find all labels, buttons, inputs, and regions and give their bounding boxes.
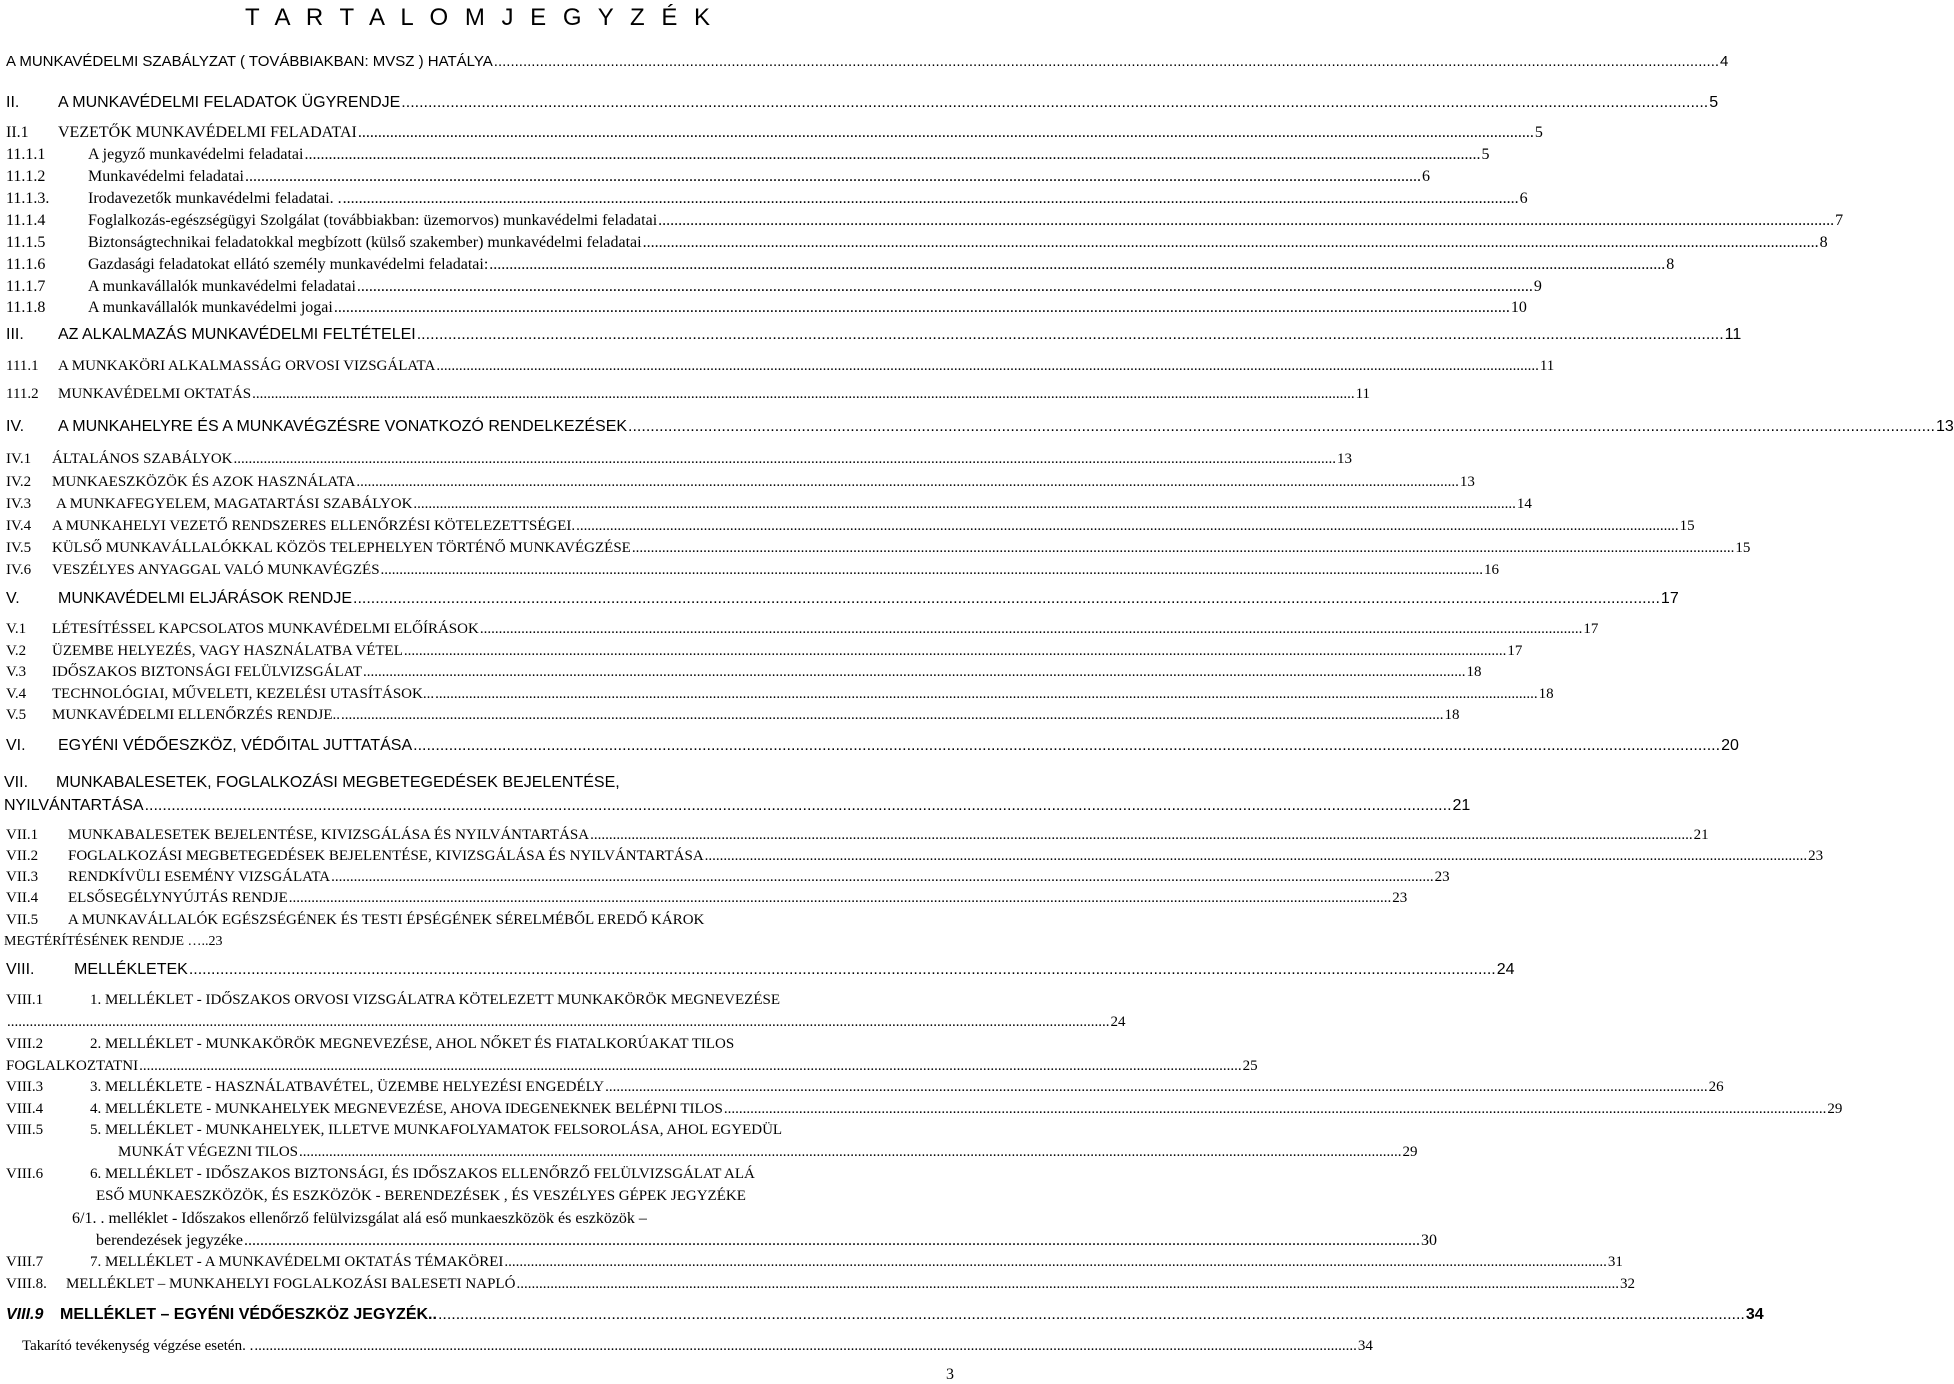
toc-entry[interactable] [6, 496, 1532, 513]
toc-entry-page: 26 [1708, 1079, 1724, 1095]
leader-dots [413, 737, 1720, 755]
leader-dots [413, 496, 1516, 513]
toc-entry-title: MUNKABALESETEK BEJELENTÉSE, KIVIZSGÁLÁSA ÉS NYILVÁNTARTÁSA [68, 827, 590, 843]
leader-dots [401, 94, 1708, 112]
toc-entry-title: MELLÉKLET – MUNKAHELYI FOGLALKOZÁSI BALESETI NAPLÓ [66, 1276, 516, 1292]
toc-entry-number: VII. [4, 774, 29, 791]
toc-entry-number: IV.3 [6, 496, 32, 512]
toc-entry-title: 7. MELLÉKLET - A MUNKAVÉDELMI OKTATÁS TÉMAKÖREI [90, 1254, 504, 1270]
toc-entry-title: MUNKAESZKÖZÖK ÉS AZOK HASZNÁLATA [52, 474, 356, 490]
toc-entry-number: VIII. [6, 961, 35, 978]
leader-dots [289, 890, 1392, 907]
toc-entry-number: V.1 [6, 621, 27, 637]
leader-dots [139, 1058, 1242, 1075]
toc-entry[interactable] [6, 1254, 1623, 1271]
toc-entry-title: MUNKAVÉDELMI OKTATÁS [58, 386, 252, 402]
leader-dots [363, 664, 1466, 681]
toc-entry-page: 30 [1421, 1232, 1438, 1249]
leader-dots [331, 869, 1434, 886]
toc-entry-continuation[interactable] [4, 797, 1471, 815]
toc-entry-page: 34 [1357, 1338, 1373, 1354]
toc-entry-page: 15 [1679, 518, 1695, 534]
toc-entry[interactable] [6, 562, 1500, 579]
leader-dots [254, 1338, 1357, 1355]
toc-entry-title: LÉTESÍTÉSSEL KAPCSOLATOS MUNKAVÉDELMI ELŐÍRÁSOK [52, 621, 479, 637]
toc-entry-title: MUNKAVÉDELMI ELLENŐRZÉS RENDJE.. [52, 707, 341, 723]
toc-entry-number: V. [6, 590, 20, 607]
toc-entry-title: FOGLALKOZÁSI MEGBETEGEDÉSEK BEJELENTÉSE, KIVIZSGÁLÁSA ÉS NYILVÁNTARTÁSA [68, 848, 704, 864]
toc-entry[interactable] [6, 326, 1742, 344]
leader-dots [356, 474, 1459, 491]
leader-dots [404, 643, 1507, 660]
toc-entry-page: 5 [1481, 146, 1490, 163]
leader-dots [436, 358, 1539, 375]
toc-entry-title: EGYÉNI VÉDŐESZKÖZ, VÉDŐITAL JUTTATÁSA [58, 737, 413, 754]
toc-entry-page: 34 [1745, 1306, 1764, 1323]
toc-entry-title: 2. MELLÉKLET - MUNKAKÖRÖK MEGNEVEZÉSE, AHOL NŐKET ÉS FIATALKORÚAKAT TILOS [90, 1036, 735, 1052]
leader-dots [632, 540, 1735, 557]
toc-entry-number: 111.1 [6, 358, 39, 374]
toc-entry[interactable] [6, 358, 1555, 375]
toc-entry-number: 11.1.6 [6, 256, 46, 273]
toc-entry-title: ELSŐSEGÉLYNYÚJTÁS RENDJE [68, 890, 288, 906]
toc-entry-number: VII.3 [6, 869, 39, 885]
toc-entry[interactable] [6, 386, 1371, 403]
toc-entry[interactable] [6, 168, 1430, 186]
toc-entry[interactable] [6, 643, 1523, 660]
toc-entry-number: VIII.3 [6, 1079, 44, 1095]
toc-entry-page: 18 [1466, 664, 1482, 680]
toc-entry-title: Irodavezetők munkavédelmi feladatai. . [88, 190, 342, 207]
toc-entry-number: IV.5 [6, 540, 32, 556]
toc-entry-number: II. [6, 94, 20, 111]
toc-entry-title: A MUNKAVÉDELMI FELADATOK ÜGYRENDJE [58, 94, 401, 111]
toc-entry-title: 4. MELLÉKLETE - MUNKAHELYEK MEGNEVEZÉSE, AHOVA IDEGENEKNEK BELÉPNI TILOS [90, 1101, 723, 1117]
toc-entry-page: 11 [1539, 358, 1555, 374]
toc-entry-title: Munkavédelmi feladatai [88, 168, 244, 185]
toc-entry-continuation[interactable] [118, 1144, 1418, 1161]
toc-entry-number: 11.1.2 [6, 168, 46, 185]
toc-entry[interactable] [6, 94, 1719, 112]
leader-dots [353, 590, 1660, 608]
toc-entry-title: 1. MELLÉKLET - IDŐSZAKOS ORVOSI VIZSGÁLATRA KÖTELEZETT MUNKAKÖRÖK MEGNEVEZÉSE [90, 992, 781, 1008]
toc-entry-number: 11.1.1 [6, 146, 46, 163]
toc-entry-title: Biztonságtechnikai feladatokkal megbízott (külső szakember) munkavédelmi feladatai [88, 234, 642, 251]
toc-entry-page: 6 [1421, 168, 1430, 185]
toc-entry-title: 6/1. . melléklet - Időszakos ellenőrző felülvizsgálat alá eső munkaeszközök és eszközök – [72, 1210, 647, 1227]
toc-entry[interactable] [6, 518, 1695, 535]
toc-entry-title: A MUNKAVÁLLALÓK EGÉSZSÉGÉNEK ÉS TESTI ÉPSÉGÉNEK SÉRELMÉBŐL EREDŐ KÁROK [68, 912, 705, 928]
leader-dots [658, 212, 1834, 230]
toc-entry-title: MUNKÁT VÉGEZNI TILOS [118, 1144, 298, 1160]
toc-entry-page: 21 [1693, 827, 1709, 843]
leader-dots [145, 797, 1452, 815]
toc-entry-title: berendezések jegyzéke [96, 1232, 244, 1249]
toc-entry-page: 4 [1720, 53, 1729, 70]
toc-entry-title: 3. MELLÉKLETE - HASZNÁLATBAVÉTEL, ÜZEMBE HELYEZÉSI ENGEDÉLY [90, 1079, 605, 1095]
toc-subentry[interactable] [72, 1210, 647, 1228]
toc-entry-number: VI. [6, 737, 26, 754]
leader-dots [438, 1306, 1745, 1324]
leader-dots [358, 124, 1534, 142]
toc-entry[interactable] [6, 737, 1739, 755]
toc-entry-page: 14 [1516, 496, 1532, 512]
toc-entry[interactable] [6, 869, 1450, 886]
toc-entry[interactable] [6, 1306, 1764, 1324]
toc-entry[interactable] [6, 451, 1352, 468]
toc-entry[interactable] [4, 774, 620, 792]
toc-entry-page: 17 [1660, 590, 1679, 607]
leader-dots [234, 451, 1337, 468]
toc-entry[interactable] [6, 848, 1824, 865]
toc-entry-page: 24 [1496, 961, 1515, 978]
toc-entry[interactable] [6, 1079, 1724, 1096]
toc-entry-number: 111.2 [6, 386, 39, 402]
leader-dots [494, 53, 1719, 70]
toc-entry-page: 13 [1935, 418, 1954, 435]
toc-entry-continuation[interactable] [96, 1188, 746, 1205]
toc-entry-continuation[interactable] [4, 934, 223, 950]
leader-dots [357, 278, 1533, 296]
toc-entry[interactable] [6, 707, 1460, 724]
leader-dots [244, 1232, 1420, 1250]
leader-dots [489, 256, 1665, 274]
toc-entry-number: V.5 [6, 707, 27, 723]
toc-entry-title: Gazdasági feladatokat ellátó személy munkavédelmi feladatai: [88, 256, 489, 273]
toc-entry-number: VIII.6 [6, 1166, 44, 1182]
toc-entry-page: 18 [1538, 686, 1554, 702]
toc-entry-number: VII.4 [6, 890, 39, 906]
toc-entry-page: 21 [1452, 797, 1471, 814]
document-title: T A R T A L O M J E G Y Z É K [244, 4, 716, 31]
toc-entry-page: 7 [1835, 212, 1844, 229]
toc-entry-title: MUNKAVÉDELMI ELJÁRÁSOK RENDJE [58, 590, 352, 607]
toc-entry-title: FOGLALKOZTATNI [6, 1058, 139, 1074]
toc-entry-number: VIII.2 [6, 1036, 44, 1052]
toc-entry-title: ÁLTALÁNOS SZABÁLYOK [52, 451, 233, 467]
toc-entry[interactable] [6, 961, 1515, 979]
toc-entry-title: MUNKABALESETEK, FOGLALKOZÁSI MEGBETEGEDÉSEK BEJELENTÉSE, [56, 774, 620, 791]
toc-entry-title: KÜLSŐ MUNKAVÁLLALÓKKAL KÖZÖS TELEPHELYEN TÖRTÉNŐ MUNKAVÉGZÉSE [52, 540, 631, 556]
toc-entry-number: IV. [6, 418, 25, 435]
toc-entry-title: TECHNOLÓGIAI, MŰVELETI, KEZELÉSI UTASÍTÁSOK... [52, 686, 435, 702]
toc-entry-title: VESZÉLYES ANYAGGAL VALÓ MUNKAVÉGZÉS [52, 562, 380, 578]
toc-entry[interactable] [6, 827, 1709, 844]
leader-dots [605, 1079, 1708, 1096]
toc-entry-title: A munkavállalók munkavédelmi jogai [88, 299, 333, 316]
toc-entry-page: 5 [1709, 94, 1719, 111]
leader-dots [724, 1101, 1827, 1118]
toc-entry-page: 29 [1402, 1144, 1418, 1160]
toc-entry[interactable] [6, 234, 1828, 252]
toc-entry-number: IV.4 [6, 518, 32, 534]
toc-entry-page: 15 [1735, 540, 1751, 556]
toc-entry-number: VIII.7 [6, 1254, 44, 1270]
toc-entry-page: 17 [1583, 621, 1599, 637]
toc-entry-number: VIII.1 [6, 992, 44, 1008]
toc-entry-number: V.2 [6, 643, 27, 659]
toc-entry-page: 11 [1724, 326, 1742, 343]
toc-entry-page: 10 [1510, 299, 1527, 316]
toc-entry-continuation[interactable] [6, 1058, 1258, 1075]
toc-entry[interactable] [6, 621, 1599, 638]
toc-entry-title: MELLÉKLETEK [74, 961, 188, 978]
toc-entry-page: 18 [1444, 707, 1460, 723]
toc-entry-title: Takarító tevékenység végzése esetén. . [22, 1338, 254, 1354]
toc-entry-title: A MUNKAHELYRE ÉS A MUNKAVÉGZÉSRE VONATKOZÓ RENDELKEZÉSEK [58, 418, 628, 435]
toc-entry-title: A jegyző munkavédelmi feladatai [88, 146, 304, 163]
toc-entry-number: IV.2 [6, 474, 32, 490]
toc-entry-page: 20 [1721, 737, 1739, 754]
leader-dots [189, 961, 1496, 979]
toc-entry[interactable] [6, 53, 1729, 70]
toc-entry-page: 32 [1619, 1276, 1635, 1292]
leader-dots [381, 562, 1484, 579]
leader-dots [417, 326, 1724, 344]
toc-entry[interactable] [22, 1338, 1373, 1355]
toc-entry[interactable] [6, 1122, 782, 1139]
leader-dots [480, 621, 1583, 638]
toc-entry-continuation[interactable] [6, 1014, 1126, 1031]
toc-entry-page: 23 [1392, 890, 1408, 906]
leader-dots [7, 1014, 1110, 1031]
toc-entry-page: 16 [1484, 562, 1500, 578]
toc-entry-title: 6. MELLÉKLET - IDŐSZAKOS BIZTONSÁGI, ÉS IDŐSZAKOS ELLENŐRZŐ FELÜLVIZSGÁLAT ALÁ [90, 1166, 755, 1182]
toc-entry-number: VIII.8. [6, 1276, 47, 1292]
toc-entry[interactable] [6, 146, 1490, 164]
leader-dots [576, 518, 1679, 535]
toc-entry-title: AZ ALKALMAZÁS MUNKAVÉDELMI FELTÉTELEI [58, 326, 416, 343]
toc-entry-number: VIII.4 [6, 1101, 44, 1117]
toc-entry-page: 6 [1519, 190, 1528, 207]
toc-entry-number: VIII.5 [6, 1122, 44, 1138]
toc-entry[interactable] [6, 418, 1954, 436]
toc-entry[interactable] [6, 664, 1482, 681]
toc-entry[interactable] [6, 1101, 1843, 1118]
leader-dots [705, 848, 1808, 865]
leader-dots [516, 1276, 1619, 1293]
toc-entry-page: 5 [1534, 124, 1543, 141]
toc-entry-number: III. [6, 326, 24, 343]
toc-entry[interactable] [6, 212, 1844, 230]
toc-entry-title: A MUNKAFEGYELEM, MAGATARTÁSI SZABÁLYOK [56, 496, 413, 512]
toc-entry-title: 5. MELLÉKLET - MUNKAHELYEK, ILLETVE MUNKAFOLYAMATOK FELSOROLÁSA, AHOL EGYEDÜL [90, 1122, 783, 1138]
toc-entry[interactable] [6, 1036, 734, 1053]
page-number: 3 [946, 1366, 954, 1383]
toc-entry-page: 8 [1666, 256, 1675, 273]
toc-entry-page: 25 [1242, 1058, 1258, 1074]
toc-entry[interactable] [6, 912, 704, 929]
toc-entry-number: 11.1.8 [6, 299, 46, 316]
toc-entry[interactable] [6, 299, 1527, 317]
leader-dots [628, 418, 1935, 436]
toc-entry-number: VII.1 [6, 827, 39, 843]
leader-dots [504, 1254, 1607, 1271]
toc-entry[interactable] [6, 278, 1542, 296]
toc-entry-title: MEGTÉRÍTÉSÉNEK RENDJE …..23 [4, 934, 223, 949]
toc-entry-title: Foglalkozás-egészségügyi Szolgálat (továbbiakban: üzemorvos) munkavédelmi feladatai [88, 212, 658, 229]
toc-entry-number: 11.1.5 [6, 234, 46, 251]
toc-entry-title: A MUNKAHELYI VEZETŐ RENDSZERES ELLENŐRZÉSI KÖTELEZETTSÉGEI. [52, 518, 576, 534]
toc-entry[interactable] [6, 256, 1675, 274]
toc-entry[interactable] [6, 474, 1475, 491]
toc-entry-title: MELLÉKLET – EGYÉNI VÉDŐESZKÖZ JEGYZÉK.. [60, 1306, 437, 1323]
toc-entry-page: 13 [1459, 474, 1475, 490]
leader-dots [299, 1144, 1402, 1161]
toc-entry-title: A MUNKAKÖRI ALKALMASSÁG ORVOSI VIZSGÁLATA [58, 358, 436, 374]
toc-entry-number: VII.2 [6, 848, 39, 864]
leader-dots [643, 234, 1819, 252]
toc-entry-number: VII.5 [6, 912, 39, 928]
toc-entry-number: 11.1.3. [6, 190, 50, 207]
toc-entry-number: 11.1.4 [6, 212, 46, 229]
toc-entry-title: IDŐSZAKOS BIZTONSÁGI FELÜLVIZSGÁLAT [52, 664, 363, 680]
toc-entry[interactable] [6, 890, 1408, 907]
toc-entry-title: RENDKÍVÜLI ESEMÉNY VIZSGÁLATA [68, 869, 331, 885]
toc-entry-title: A munkavállalók munkavédelmi feladatai [88, 278, 356, 295]
toc-entry[interactable] [6, 590, 1679, 608]
leader-dots [435, 686, 1538, 703]
toc-entry[interactable] [6, 686, 1554, 703]
toc-entry-number: V.3 [6, 664, 27, 680]
toc-entry-page: 8 [1819, 234, 1828, 251]
toc-entry-number: II.1 [6, 124, 29, 141]
toc-entry-page: 9 [1533, 278, 1542, 295]
toc-entry-number: IV.1 [6, 451, 32, 467]
toc-entry-title: A MUNKAVÉDELMI SZABÁLYZAT ( TOVÁBBIAKBAN: MVSZ ) HATÁLYA [6, 53, 493, 70]
leader-dots [304, 146, 1480, 164]
toc-entry-page: 17 [1507, 643, 1523, 659]
toc-entry[interactable] [6, 992, 780, 1009]
toc-entry-title: ÜZEMBE HELYEZÉS, VAGY HASZNÁLATBA VÉTEL [52, 643, 403, 659]
toc-entry-page: 13 [1337, 451, 1352, 467]
leader-dots [252, 386, 1355, 403]
toc-entry-page: 23 [1434, 869, 1450, 885]
leader-dots [590, 827, 1693, 844]
leader-dots [334, 299, 1510, 317]
toc-entry[interactable] [6, 124, 1543, 142]
toc-entry[interactable] [6, 190, 1528, 208]
leader-dots [343, 190, 1519, 208]
toc-entry-page: 24 [1110, 1014, 1126, 1030]
toc-entry-page: 23 [1808, 848, 1824, 864]
toc-entry-title: ESŐ MUNKAESZKÖZÖK, ÉS ESZKÖZÖK - BERENDEZÉSEK , ÉS VESZÉLYES GÉPEK JEGYZÉKE [96, 1188, 746, 1204]
toc-entry-continuation[interactable] [96, 1232, 1438, 1250]
toc-entry-page: 29 [1827, 1101, 1843, 1117]
toc-entry-page: 31 [1607, 1254, 1623, 1270]
toc-entry-number: 11.1.7 [6, 278, 46, 295]
leader-dots [341, 707, 1444, 724]
toc-entry-number: V.4 [6, 686, 27, 702]
toc-entry-page: 11 [1355, 386, 1371, 402]
toc-entry-title: VEZETŐK MUNKAVÉDELMI FELADATAI [58, 124, 357, 141]
toc-entry-number: IV.6 [6, 562, 32, 578]
toc-entry-title: NYILVÁNTARTÁSA [4, 797, 144, 814]
toc-entry[interactable] [6, 540, 1751, 557]
leader-dots [245, 168, 1421, 186]
toc-entry-number: VIII.9 [6, 1306, 44, 1323]
toc-entry[interactable] [6, 1276, 1635, 1293]
toc-entry[interactable] [6, 1166, 755, 1183]
